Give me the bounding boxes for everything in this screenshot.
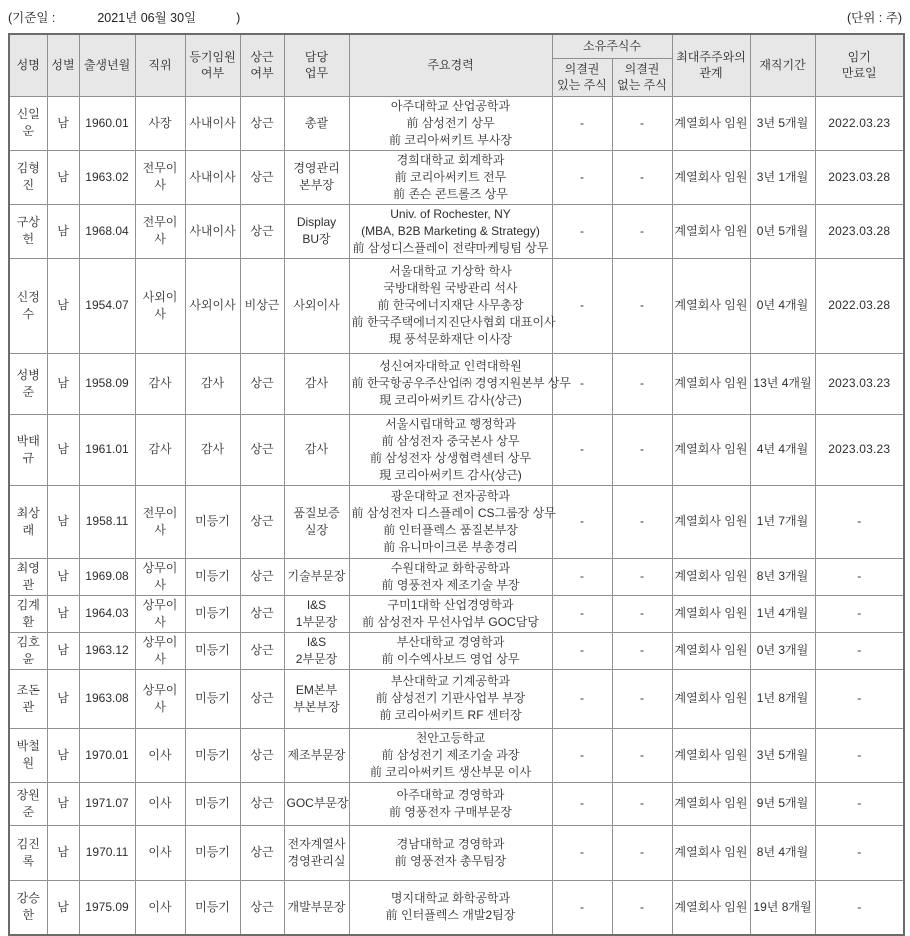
cell-career: Univ. of Rochester, NY (MBA, B2B Marketing & Strategy) 前 삼성디스플레이 전략마케팅팀 상무 (349, 204, 552, 258)
cell-fulltime: 상근 (240, 782, 284, 825)
cell-career: 구미1대학 산업경영학과 前 삼성전자 무선사업부 GOC담당 (349, 595, 552, 632)
cell-fulltime: 상근 (240, 669, 284, 728)
cell-relation: 계열회사 임원 (672, 258, 750, 353)
cell-duty: I&S 1부문장 (284, 595, 349, 632)
cell-fulltime: 상근 (240, 632, 284, 669)
cell-duty: GOC부문장 (284, 782, 349, 825)
cell-fulltime: 상근 (240, 150, 284, 204)
cell-expiry: 2023.03.23 (815, 414, 904, 485)
cell-nonvoting: - (612, 485, 672, 558)
cell-gender: 남 (47, 558, 79, 595)
cell-tenure: 1년 7개월 (750, 485, 815, 558)
cell-fulltime: 상근 (240, 414, 284, 485)
cell-voting: - (552, 782, 612, 825)
cell-position: 상무이사 (135, 669, 185, 728)
cell-career: 광운대학교 전자공학과 前 삼성전자 디스플레이 CS그룹장 상무 前 인터플렉스 품질본부장 前 유니마이크론 부총경리 (349, 485, 552, 558)
cell-nonvoting: - (612, 204, 672, 258)
cell-expiry: 2023.03.28 (815, 204, 904, 258)
table-row (9, 353, 904, 414)
cell-relation: 계열회사 임원 (672, 782, 750, 825)
cell-tenure: 13년 4개월 (750, 353, 815, 414)
cell-gender: 남 (47, 353, 79, 414)
cell-expiry: 2022.03.23 (815, 96, 904, 150)
cell-voting: - (552, 485, 612, 558)
cell-voting: - (552, 595, 612, 632)
cell-registered: 미등기 (185, 825, 240, 880)
cell-relation: 계열회사 임원 (672, 632, 750, 669)
cell-expiry: - (815, 825, 904, 880)
table-row (9, 728, 904, 782)
executives-table (8, 33, 905, 936)
cell-name: 신일운 (9, 96, 47, 150)
cell-gender: 남 (47, 728, 79, 782)
cell-gender: 남 (47, 825, 79, 880)
cell-expiry: 2023.03.28 (815, 150, 904, 204)
cell-name: 강승한 (9, 880, 47, 935)
cell-nonvoting: - (612, 353, 672, 414)
cell-name: 구상헌 (9, 204, 47, 258)
cell-expiry: - (815, 728, 904, 782)
table-caption-bar (8, 8, 902, 26)
cell-fulltime: 상근 (240, 825, 284, 880)
cell-birth: 1964.03 (79, 595, 135, 632)
basis-date: 2021년 06월 30일 (97, 11, 197, 25)
cell-name: 김진록 (9, 825, 47, 880)
table-row (9, 782, 904, 825)
cell-position: 이사 (135, 728, 185, 782)
cell-name: 박태규 (9, 414, 47, 485)
table-row (9, 204, 904, 258)
unit-label: (단위 : 주) (847, 11, 902, 25)
cell-relation: 계열회사 임원 (672, 150, 750, 204)
cell-duty: 제조부문장 (284, 728, 349, 782)
cell-expiry: - (815, 782, 904, 825)
cell-relation: 계열회사 임원 (672, 669, 750, 728)
cell-birth: 1963.02 (79, 150, 135, 204)
cell-tenure: 9년 5개월 (750, 782, 815, 825)
cell-name: 신정수 (9, 258, 47, 353)
cell-relation: 계열회사 임원 (672, 204, 750, 258)
cell-name: 최상래 (9, 485, 47, 558)
cell-gender: 남 (47, 669, 79, 728)
cell-birth: 1963.12 (79, 632, 135, 669)
table-row (9, 669, 904, 728)
cell-name: 조돈관 (9, 669, 47, 728)
cell-voting: - (552, 728, 612, 782)
cell-tenure: 4년 4개월 (750, 414, 815, 485)
cell-gender: 남 (47, 258, 79, 353)
cell-duty: 기술부문장 (284, 558, 349, 595)
cell-tenure: 8년 4개월 (750, 825, 815, 880)
cell-gender: 남 (47, 204, 79, 258)
cell-tenure: 3년 1개월 (750, 150, 815, 204)
table-body (9, 96, 904, 935)
cell-nonvoting: - (612, 669, 672, 728)
cell-registered: 미등기 (185, 669, 240, 728)
cell-duty: 전자계열사 경영관리실 (284, 825, 349, 880)
cell-voting: - (552, 353, 612, 414)
cell-position: 이사 (135, 880, 185, 935)
cell-fulltime: 상근 (240, 880, 284, 935)
cell-expiry: 2022.03.28 (815, 258, 904, 353)
cell-gender: 남 (47, 414, 79, 485)
cell-position: 사장 (135, 96, 185, 150)
cell-registered: 미등기 (185, 880, 240, 935)
cell-nonvoting: - (612, 414, 672, 485)
table-row (9, 632, 904, 669)
cell-duty: 감사 (284, 414, 349, 485)
cell-birth: 1969.08 (79, 558, 135, 595)
cell-expiry: - (815, 595, 904, 632)
cell-gender: 남 (47, 485, 79, 558)
cell-expiry: - (815, 880, 904, 935)
basis-date-label (8, 8, 240, 26)
cell-voting: - (552, 880, 612, 935)
cell-registered: 미등기 (185, 728, 240, 782)
col-header-voting-shares: 의결권 있는 주식 (552, 58, 612, 96)
col-header-tenure: 재직기간 (750, 34, 815, 96)
cell-voting: - (552, 825, 612, 880)
cell-registered: 감사 (185, 414, 240, 485)
cell-registered: 감사 (185, 353, 240, 414)
cell-voting: - (552, 414, 612, 485)
col-header-duty: 담당 업무 (284, 34, 349, 96)
cell-career: 수원대학교 화학공학과 前 영풍전자 제조기술 부장 (349, 558, 552, 595)
cell-registered: 미등기 (185, 558, 240, 595)
cell-position: 전무이사 (135, 204, 185, 258)
cell-fulltime: 상근 (240, 96, 284, 150)
cell-duty: I&S 2부문장 (284, 632, 349, 669)
col-header-position: 직위 (135, 34, 185, 96)
cell-gender: 남 (47, 96, 79, 150)
cell-tenure: 1년 4개월 (750, 595, 815, 632)
cell-birth: 1963.08 (79, 669, 135, 728)
cell-gender: 남 (47, 880, 79, 935)
col-header-relation: 최대주주와의 관계 (672, 34, 750, 96)
cell-fulltime: 상근 (240, 728, 284, 782)
cell-voting: - (552, 632, 612, 669)
cell-expiry: - (815, 669, 904, 728)
cell-registered: 미등기 (185, 595, 240, 632)
cell-fulltime: 상근 (240, 353, 284, 414)
cell-expiry: - (815, 558, 904, 595)
cell-gender: 남 (47, 632, 79, 669)
cell-name: 박철원 (9, 728, 47, 782)
cell-nonvoting: - (612, 595, 672, 632)
cell-career: 명지대학교 화학공학과 前 인터플렉스 개발2팀장 (349, 880, 552, 935)
cell-tenure: 0년 3개월 (750, 632, 815, 669)
cell-nonvoting: - (612, 96, 672, 150)
cell-name: 김계환 (9, 595, 47, 632)
col-header-registered: 등기임원 여부 (185, 34, 240, 96)
col-header-career: 주요경력 (349, 34, 552, 96)
cell-duty: 개발부문장 (284, 880, 349, 935)
cell-career: 천안고등학교 前 삼성전기 제조기술 과장 前 코리아써키트 생산부문 이사 (349, 728, 552, 782)
cell-registered: 사내이사 (185, 204, 240, 258)
col-header-gender: 성별 (47, 34, 79, 96)
cell-fulltime: 상근 (240, 558, 284, 595)
cell-relation: 계열회사 임원 (672, 96, 750, 150)
cell-tenure: 3년 5개월 (750, 96, 815, 150)
cell-name: 김호윤 (9, 632, 47, 669)
cell-birth: 1971.07 (79, 782, 135, 825)
cell-career: 부산대학교 기계공학과 前 삼성전기 기판사업부 부장 前 코리아써키트 RF 센터장 (349, 669, 552, 728)
cell-position: 상무이사 (135, 595, 185, 632)
cell-gender: 남 (47, 782, 79, 825)
basis-prefix: (기준일 : (8, 11, 56, 25)
cell-birth: 1958.11 (79, 485, 135, 558)
cell-registered: 미등기 (185, 782, 240, 825)
cell-position: 상무이사 (135, 558, 185, 595)
cell-fulltime: 상근 (240, 204, 284, 258)
col-header-expiry: 임기 만료일 (815, 34, 904, 96)
cell-career: 경남대학교 경영학과 前 영풍전자 총무팀장 (349, 825, 552, 880)
cell-voting: - (552, 669, 612, 728)
cell-position: 감사 (135, 353, 185, 414)
cell-position: 이사 (135, 825, 185, 880)
cell-career: 아주대학교 산업공학과 前 삼성전기 상무 前 코리아써키트 부사장 (349, 96, 552, 150)
cell-name: 장원준 (9, 782, 47, 825)
cell-name: 김형진 (9, 150, 47, 204)
cell-nonvoting: - (612, 782, 672, 825)
cell-career: 서울시립대학교 행정학과 前 삼성전자 중국본사 상무 前 삼성전자 상생협력센터 상무 現 코리아써키트 감사(상근) (349, 414, 552, 485)
col-header-birth: 출생년월 (79, 34, 135, 96)
cell-nonvoting: - (612, 558, 672, 595)
cell-relation: 계열회사 임원 (672, 595, 750, 632)
cell-name: 최영관 (9, 558, 47, 595)
cell-birth: 1954.07 (79, 258, 135, 353)
cell-relation: 계열회사 임원 (672, 485, 750, 558)
cell-nonvoting: - (612, 728, 672, 782)
cell-registered: 사외이사 (185, 258, 240, 353)
cell-duty: 총괄 (284, 96, 349, 150)
cell-career: 서울대학교 기상학 학사 국방대학원 국방관리 석사 前 한국에너지재단 사무총장 前 한국주택에너지진단사협회 대표이사 現 풍석문화재단 이사장 (349, 258, 552, 353)
cell-career: 성신여자대학교 인력대학원 前 한국항공우주산업㈜ 경영지원본부 상무 現 코리아써키트 감사(상근) (349, 353, 552, 414)
cell-relation: 계열회사 임원 (672, 414, 750, 485)
cell-registered: 사내이사 (185, 96, 240, 150)
col-header-fulltime: 상근 여부 (240, 34, 284, 96)
cell-tenure: 0년 5개월 (750, 204, 815, 258)
cell-position: 감사 (135, 414, 185, 485)
table-row (9, 414, 904, 485)
cell-duty: 경영관리 본부장 (284, 150, 349, 204)
cell-tenure: 0년 4개월 (750, 258, 815, 353)
cell-position: 이사 (135, 782, 185, 825)
cell-fulltime: 비상근 (240, 258, 284, 353)
table-header (9, 34, 904, 96)
cell-expiry: - (815, 632, 904, 669)
cell-registered: 미등기 (185, 485, 240, 558)
cell-nonvoting: - (612, 150, 672, 204)
cell-position: 전무이사 (135, 485, 185, 558)
cell-relation: 계열회사 임원 (672, 825, 750, 880)
cell-relation: 계열회사 임원 (672, 353, 750, 414)
table-row (9, 558, 904, 595)
cell-registered: 미등기 (185, 632, 240, 669)
cell-registered: 사내이사 (185, 150, 240, 204)
basis-suffix: ) (236, 11, 241, 25)
table-row (9, 880, 904, 935)
cell-gender: 남 (47, 595, 79, 632)
cell-nonvoting: - (612, 825, 672, 880)
cell-duty: 감사 (284, 353, 349, 414)
cell-position: 상무이사 (135, 632, 185, 669)
col-header-nonvoting-shares: 의결권 없는 주식 (612, 58, 672, 96)
cell-position: 전무이사 (135, 150, 185, 204)
cell-voting: - (552, 558, 612, 595)
cell-birth: 1958.09 (79, 353, 135, 414)
cell-duty: 품질보증 실장 (284, 485, 349, 558)
cell-expiry: - (815, 485, 904, 558)
cell-position: 사외이사 (135, 258, 185, 353)
cell-birth: 1961.01 (79, 414, 135, 485)
cell-career: 아주대학교 경영학과 前 영풍전자 구매부문장 (349, 782, 552, 825)
cell-relation: 계열회사 임원 (672, 728, 750, 782)
cell-voting: - (552, 150, 612, 204)
cell-birth: 1968.04 (79, 204, 135, 258)
cell-birth: 1970.01 (79, 728, 135, 782)
cell-birth: 1960.01 (79, 96, 135, 150)
cell-name: 성병준 (9, 353, 47, 414)
table-row (9, 258, 904, 353)
cell-voting: - (552, 96, 612, 150)
cell-career: 부산대학교 경영학과 前 이수엑사보드 영업 상무 (349, 632, 552, 669)
cell-duty: Display BU장 (284, 204, 349, 258)
cell-nonvoting: - (612, 632, 672, 669)
cell-duty: EM본부 부본부장 (284, 669, 349, 728)
col-header-name: 성명 (9, 34, 47, 96)
cell-fulltime: 상근 (240, 485, 284, 558)
cell-tenure: 3년 5개월 (750, 728, 815, 782)
cell-tenure: 8년 3개월 (750, 558, 815, 595)
cell-voting: - (552, 258, 612, 353)
col-header-shares-group: 소유주식수 (552, 34, 672, 58)
cell-gender: 남 (47, 150, 79, 204)
cell-nonvoting: - (612, 258, 672, 353)
cell-birth: 1970.11 (79, 825, 135, 880)
cell-birth: 1975.09 (79, 880, 135, 935)
cell-relation: 계열회사 임원 (672, 558, 750, 595)
cell-expiry: 2023.03.23 (815, 353, 904, 414)
cell-voting: - (552, 204, 612, 258)
cell-fulltime: 상근 (240, 595, 284, 632)
cell-tenure: 19년 8개월 (750, 880, 815, 935)
table-row (9, 595, 904, 632)
cell-duty: 사외이사 (284, 258, 349, 353)
table-row (9, 825, 904, 880)
table-row (9, 485, 904, 558)
cell-relation: 계열회사 임원 (672, 880, 750, 935)
cell-tenure: 1년 8개월 (750, 669, 815, 728)
cell-nonvoting: - (612, 880, 672, 935)
cell-career: 경희대학교 회계학과 前 코리아써키트 전무 前 존슨 콘트롤즈 상무 (349, 150, 552, 204)
table-row (9, 150, 904, 204)
table-row (9, 96, 904, 150)
